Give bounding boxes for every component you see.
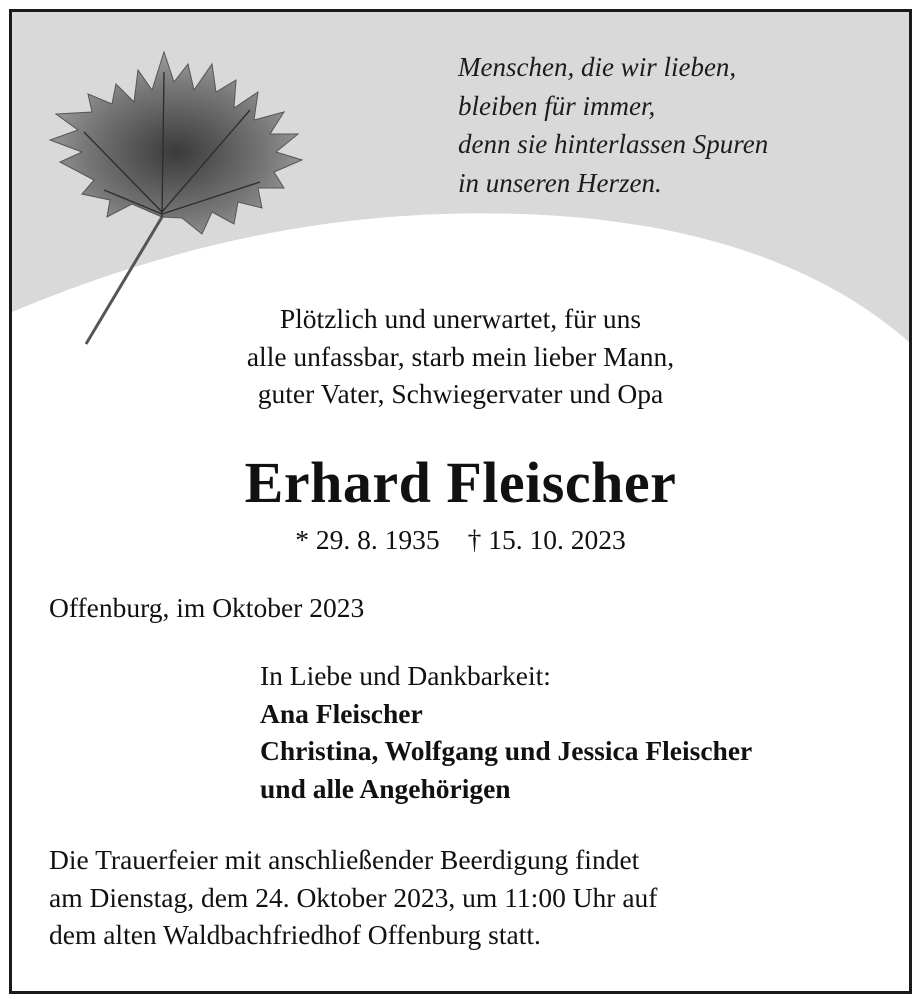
mourner-name: und alle Angehörigen: [260, 772, 511, 804]
mourners-block: [260, 657, 752, 807]
deceased-name: Erhard Fleischer: [244, 450, 677, 515]
mourner-name: Christina, Wolfgang und Jessica Fleischer: [260, 735, 753, 766]
birth-date: * 29. 8. 1935: [295, 524, 440, 555]
service-line: dem alten Waldbachfriedhof Offenburg statt.: [49, 919, 541, 950]
death-date: † 15. 10. 2023: [467, 524, 626, 555]
obituary-notice: [9, 9, 912, 994]
mourners-heading: In Liebe und Dankbarkeit:: [260, 660, 551, 691]
place-and-date: Offenburg, im Oktober 2023: [49, 592, 365, 623]
announcement-intro: [12, 300, 909, 413]
life-dates: [12, 522, 909, 558]
funeral-service-info: [49, 841, 657, 954]
intro-line: guter Vater, Schwiegervater und Opa: [257, 378, 664, 409]
mourner-name: Ana Fleischer: [260, 697, 423, 729]
quote-line: in unseren Herzen.: [458, 167, 662, 198]
quote-line: denn sie hinterlassen Spuren: [458, 129, 769, 159]
quote-line: bleiben für immer,: [458, 90, 656, 121]
memorial-quote: [458, 48, 768, 202]
service-line: am Dienstag, dem 24. Oktober 2023, um 11:00 Uhr auf: [49, 881, 658, 913]
quote-line: Menschen, die wir lieben,: [458, 52, 737, 82]
intro-line: Plötzlich und unerwartet, für uns: [279, 303, 642, 334]
service-line: Die Trauerfeier mit anschließender Beerdigung findet: [49, 844, 640, 875]
intro-line: alle unfassbar, starb mein lieber Mann,: [246, 340, 675, 372]
